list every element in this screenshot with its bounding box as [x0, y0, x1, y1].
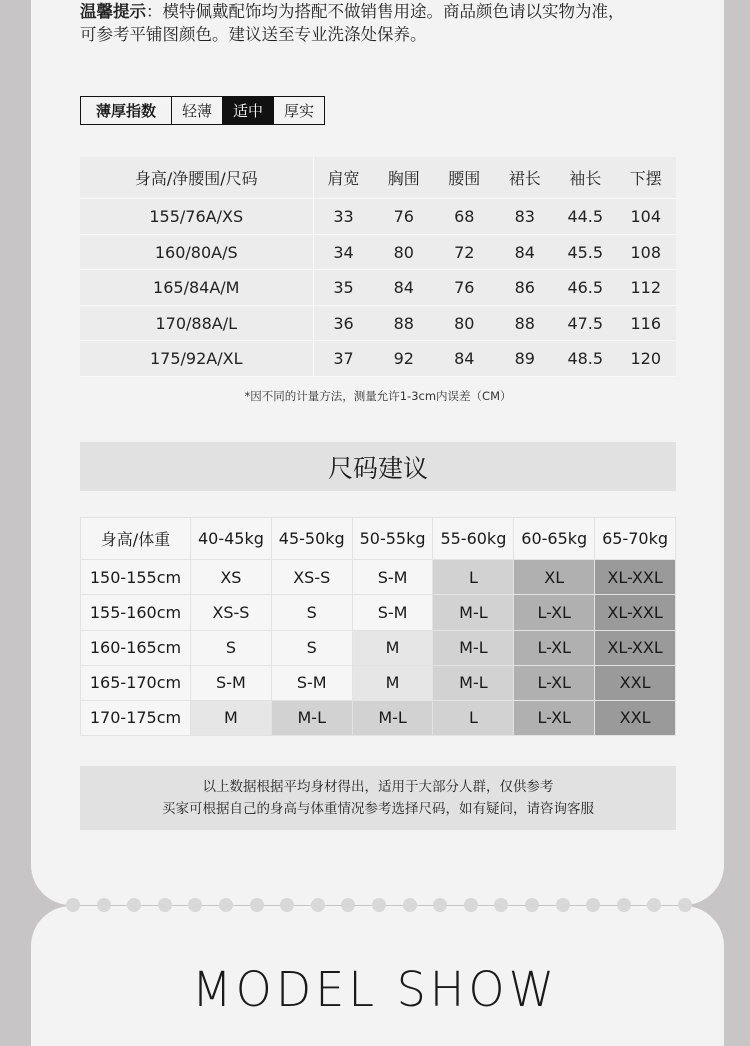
measurement-row: [80, 234, 676, 270]
measurement-cell: 44.5: [555, 199, 616, 235]
measurement-cell: 76: [434, 270, 495, 306]
thickness-index: [80, 96, 325, 125]
size-recommendation-cell: S: [271, 595, 352, 630]
size-advice-note: [80, 766, 676, 830]
size-recommendation-cell: M-L: [433, 665, 514, 700]
size-recommendation-cell: L: [433, 560, 514, 595]
size-header-cell: 65-70kg: [595, 518, 676, 560]
measurement-cell: 72: [434, 234, 495, 270]
size-recommendation-cell: M: [352, 665, 433, 700]
size-recommendation-cell: S: [191, 630, 272, 665]
divider-dot: [617, 898, 631, 912]
size-recommendation-cell: XS-S: [191, 595, 272, 630]
note-line-1: 以上数据根据平均身材得出，适用于大部分人群，仅供参考: [202, 779, 554, 795]
measurement-cell: 165/84A/M: [80, 270, 313, 306]
measurement-row: [80, 199, 676, 235]
note-line-2: 买家可根据自己的身高与体重情况参考选择尺码，如有疑问，请咨询客服: [162, 801, 594, 817]
divider-dot: [586, 898, 600, 912]
measurement-header-cell: 袖长: [555, 157, 616, 199]
size-recommendation-cell: M-L: [433, 595, 514, 630]
size-recommendation-cell: M: [352, 630, 433, 665]
measurement-cell: 45.5: [555, 234, 616, 270]
size-row: [81, 700, 676, 735]
divider-dot: [219, 898, 233, 912]
size-row: [81, 560, 676, 595]
dot-divider: [60, 898, 700, 912]
measurement-cell: 88: [374, 305, 435, 341]
measurement-cell: 48.5: [555, 341, 616, 377]
measurement-cell: 36: [313, 305, 374, 341]
size-recommendation-cell: L-XL: [514, 630, 595, 665]
size-recommendation-cell: XL-XXL: [595, 595, 676, 630]
size-recommendation-cell: XL: [514, 560, 595, 595]
measurement-cell: 35: [313, 270, 374, 306]
size-recommendation-cell: L-XL: [514, 595, 595, 630]
measurement-cell: 116: [616, 305, 677, 341]
measurement-cell: 47.5: [555, 305, 616, 341]
size-recommendation-cell: S: [271, 630, 352, 665]
divider-dot: [678, 898, 692, 912]
divider-dot: [97, 898, 111, 912]
divider-dot: [464, 898, 478, 912]
size-recommendation-cell: S-M: [352, 595, 433, 630]
size-row-label: 155-160cm: [81, 595, 191, 630]
measurement-cell: 46.5: [555, 270, 616, 306]
notice-text-2: 可参考平铺图颜色。建议送至专业洗涤处保养。: [80, 25, 427, 44]
size-recommendation-cell: L: [433, 700, 514, 735]
size-row: [81, 595, 676, 630]
measurement-row: [80, 270, 676, 306]
thickness-option-light: 轻薄: [171, 97, 222, 124]
size-recommendation-cell: M-L: [271, 700, 352, 735]
divider-dot: [403, 898, 417, 912]
size-recommendation-cell: M-L: [433, 630, 514, 665]
measurement-header-cell: 胸围: [374, 157, 435, 199]
size-header-row: [81, 518, 676, 560]
size-row: [81, 665, 676, 700]
thickness-title: 薄厚指数: [95, 102, 156, 120]
size-header-cell: 40-45kg: [191, 518, 272, 560]
size-row-label: 150-155cm: [81, 560, 191, 595]
measurement-cell: 68: [434, 199, 495, 235]
size-header-cell: 50-55kg: [352, 518, 433, 560]
measurement-cell: 155/76A/XS: [80, 199, 313, 235]
measurement-cell: 120: [616, 341, 677, 377]
measurement-cell: 37: [313, 341, 374, 377]
divider-dot: [127, 898, 141, 912]
notice-text-1: ：模特佩戴配饰均为搭配不做销售用途。商品颜色请以实物为准，: [146, 2, 625, 21]
measurement-cell: 88: [495, 305, 556, 341]
divider-dot: [341, 898, 355, 912]
thickness-option-medium: 适中: [222, 97, 273, 124]
measurement-cell: 76: [374, 199, 435, 235]
model-show-title: MODEL SHOW: [191, 960, 559, 1018]
size-advice-table: [80, 517, 676, 736]
size-recommendation-cell: M-L: [352, 700, 433, 735]
measurement-cell: 104: [616, 199, 677, 235]
measurement-cell: 84: [434, 341, 495, 377]
size-recommendation-cell: S-M: [271, 665, 352, 700]
thickness-option-thick: 厚实: [273, 97, 324, 124]
size-recommendation-cell: XS: [191, 560, 272, 595]
measurement-cell: 108: [616, 234, 677, 270]
size-row-label: 165-170cm: [81, 665, 191, 700]
divider-dot: [158, 898, 172, 912]
measurement-cell: 160/80A/S: [80, 234, 313, 270]
divider-dot: [188, 898, 202, 912]
measurement-cell: 33: [313, 199, 374, 235]
measurement-header-cell: 裙长: [495, 157, 556, 199]
divider-dot: [250, 898, 264, 912]
measurement-cell: 83: [495, 199, 556, 235]
measurement-cell: 112: [616, 270, 677, 306]
measurement-cell: 92: [374, 341, 435, 377]
measurement-header-row: [80, 157, 676, 199]
divider-dot: [494, 898, 508, 912]
divider-dot: [433, 898, 447, 912]
measurement-cell: 86: [495, 270, 556, 306]
measurement-cell: 80: [434, 305, 495, 341]
measurement-footnote: *因不同的计量方法，测量允许1-3cm内误差（CM）: [244, 389, 512, 403]
measurement-header-cell: 下摆: [616, 157, 677, 199]
divider-dot: [311, 898, 325, 912]
divider-dot: [525, 898, 539, 912]
size-recommendation-cell: XXL: [595, 665, 676, 700]
size-recommendation-cell: XXL: [595, 700, 676, 735]
measurement-cell: 34: [313, 234, 374, 270]
size-header-cell: 身高/体重: [81, 518, 191, 560]
measurement-header-cell: 腰围: [434, 157, 495, 199]
size-row-label: 160-165cm: [81, 630, 191, 665]
size-header-cell: 60-65kg: [514, 518, 595, 560]
size-advice-title: 尺码建议: [80, 442, 676, 491]
size-recommendation-cell: M: [191, 700, 272, 735]
size-recommendation-cell: XS-S: [271, 560, 352, 595]
care-notice: [80, 0, 680, 46]
size-recommendation-cell: S-M: [352, 560, 433, 595]
measurement-row: [80, 341, 676, 377]
size-recommendation-cell: L-XL: [514, 700, 595, 735]
size-row: [81, 630, 676, 665]
measurement-header-cell: 肩宽: [313, 157, 374, 199]
divider-dot: [280, 898, 294, 912]
measurement-cell: 89: [495, 341, 556, 377]
size-recommendation-cell: XL-XXL: [595, 560, 676, 595]
size-recommendation-cell: L-XL: [514, 665, 595, 700]
measurement-cell: 80: [374, 234, 435, 270]
measurement-cell: 170/88A/L: [80, 305, 313, 341]
divider-dot: [372, 898, 386, 912]
size-recommendation-cell: S-M: [191, 665, 272, 700]
notice-label: 温馨提示: [80, 2, 146, 21]
measurement-header-cell: 身高/净腰围/尺码: [80, 157, 313, 199]
size-header-cell: 55-60kg: [433, 518, 514, 560]
measurement-table: [80, 157, 676, 377]
measurement-cell: 84: [374, 270, 435, 306]
measurement-cell: 175/92A/XL: [80, 341, 313, 377]
measurement-cell: 84: [495, 234, 556, 270]
divider-dot: [66, 898, 80, 912]
size-recommendation-cell: XL-XXL: [595, 630, 676, 665]
measurement-row: [80, 305, 676, 341]
size-row-label: 170-175cm: [81, 700, 191, 735]
size-header-cell: 45-50kg: [271, 518, 352, 560]
divider-dot: [556, 898, 570, 912]
divider-dot: [647, 898, 661, 912]
